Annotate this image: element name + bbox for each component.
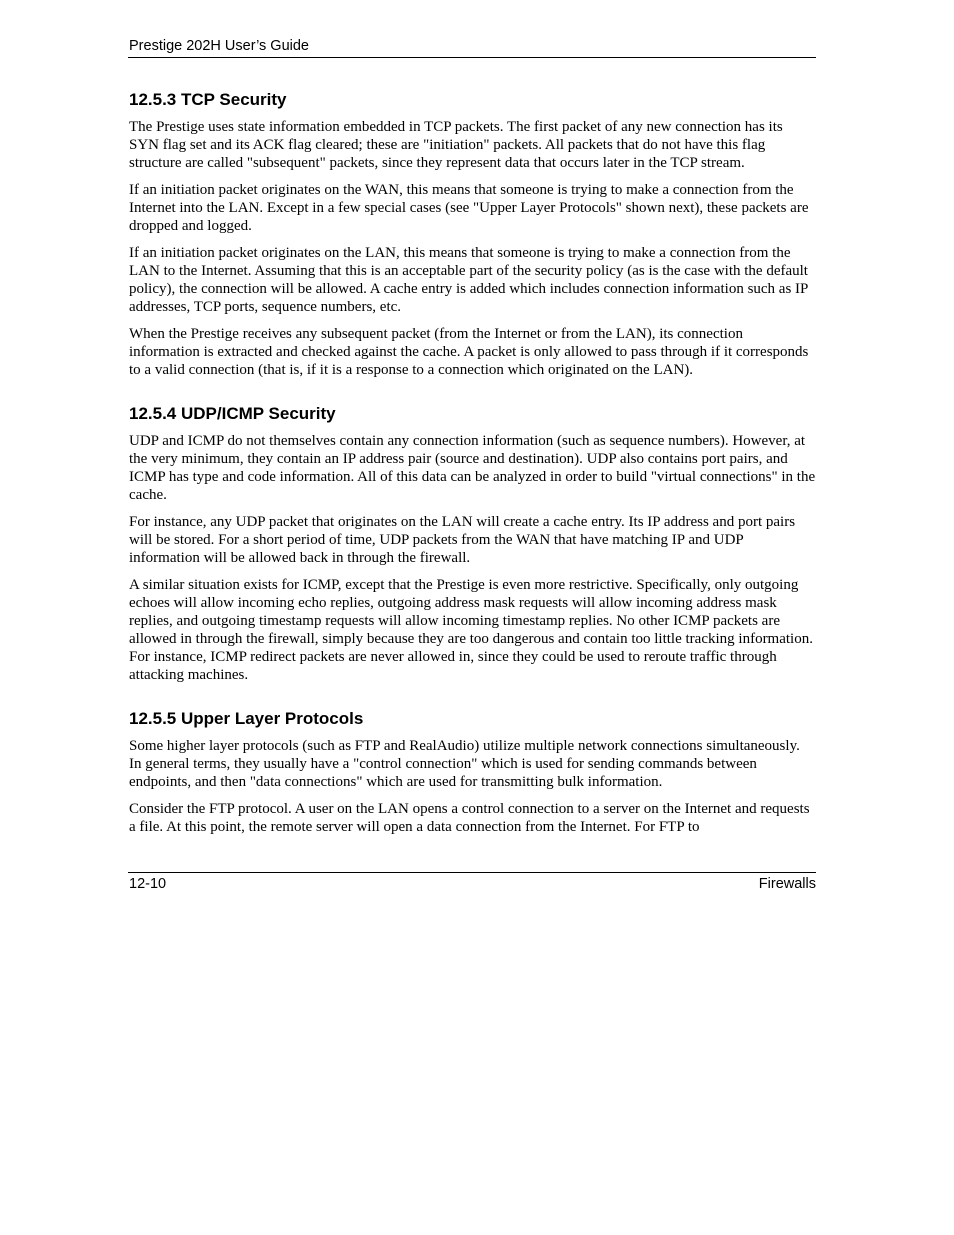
paragraph: UDP and ICMP do not themselves contain any connection information (such as sequence numbers). However, at the very minimum, they contain an IP address pair (source and destination). UDP also contains port pairs, and ICMP has type and code information. All of this data can be analyzed in order to build "virtual connections" in the cache.	[129, 433, 816, 503]
paragraph: If an initiation packet originates on the WAN, this means that someone is trying to make a connection from the Internet into the LAN. Except in a few special cases (see "Upper Layer Protocols" shown next), these packets are dropped and logged.	[129, 182, 809, 234]
paragraph: A similar situation exists for ICMP, except that the Prestige is even more restrictive. Specifically, only outgoing echoes will allow incoming echo replies, outgoing address mask requests will allow incoming address mask replies, and outgoing timestamp requests will allow incoming timestamp replies. No other ICMP packets are allowed in through the firewall, simply because they are too dangerous and contain too little tracking information. For instance, ICMP redirect packets are never allowed in, since they could be used to reroute traffic through attacking machines.	[129, 577, 813, 683]
section-spacer	[128, 388, 816, 404]
page-number: 12-10	[129, 876, 167, 892]
section-upper-layer-protocols	[128, 709, 816, 836]
paragraph: When the Prestige receives any subsequent packet (from the Internet or from the LAN), its connection information is extracted and checked against the cache. A packet is only allowed to pass through if it corresponds to a valid connection (that is, if it is a response to a connection which originated on the LAN).	[129, 326, 809, 378]
paragraph: For instance, any UDP packet that originates on the LAN will create a cache entry. Its IP address and port pairs will be stored. For a short period of time, UDP packets from the WAN that have matching IP and UDP information will be allowed back in through the firewall.	[129, 514, 796, 566]
paragraph: The Prestige uses state information embedded in TCP packets. The first packet of any new connection has its SYN flag set and its ACK flag cleared; these are "initiation" packets. All packets that do not have this flag structure are called "subsequent" packets, since they represent data that occurs later in the TCP stream.	[129, 119, 783, 171]
section-heading: 12.5.4 UDP/ICMP Security	[129, 404, 336, 423]
page-content	[128, 90, 816, 845]
chapter-name: Firewalls	[758, 876, 816, 892]
section-tcp-security	[128, 90, 816, 379]
paragraph: Consider the FTP protocol. A user on the LAN opens a control connection to a server on the Internet and requests a file. At this point, the remote server will open a data connection from the Internet. For FTP to	[129, 801, 810, 835]
paragraph: Some higher layer protocols (such as FTP and RealAudio) utilize multiple network connections simultaneously. In general terms, they usually have a "control connection" which is used for sending commands between endpoints, and then "data connections" which are used for transmitting bulk information.	[129, 738, 800, 790]
section-heading: 12.5.3 TCP Security	[129, 90, 287, 109]
section-heading: 12.5.5 Upper Layer Protocols	[129, 709, 364, 728]
guide-title: Prestige 202H User’s Guide	[129, 38, 309, 54]
running-header	[128, 37, 816, 58]
section-spacer	[128, 693, 816, 709]
section-udp-icmp-security	[128, 404, 816, 684]
paragraph: If an initiation packet originates on the LAN, this means that someone is trying to make a connection from the LAN to the Internet. Assuming that this is an acceptable part of the security policy (as is the case with the default policy), the connection will be allowed. A cache entry is added which includes connection information such as IP addresses, TCP ports, sequence numbers, etc.	[129, 245, 808, 315]
running-footer	[128, 872, 816, 892]
